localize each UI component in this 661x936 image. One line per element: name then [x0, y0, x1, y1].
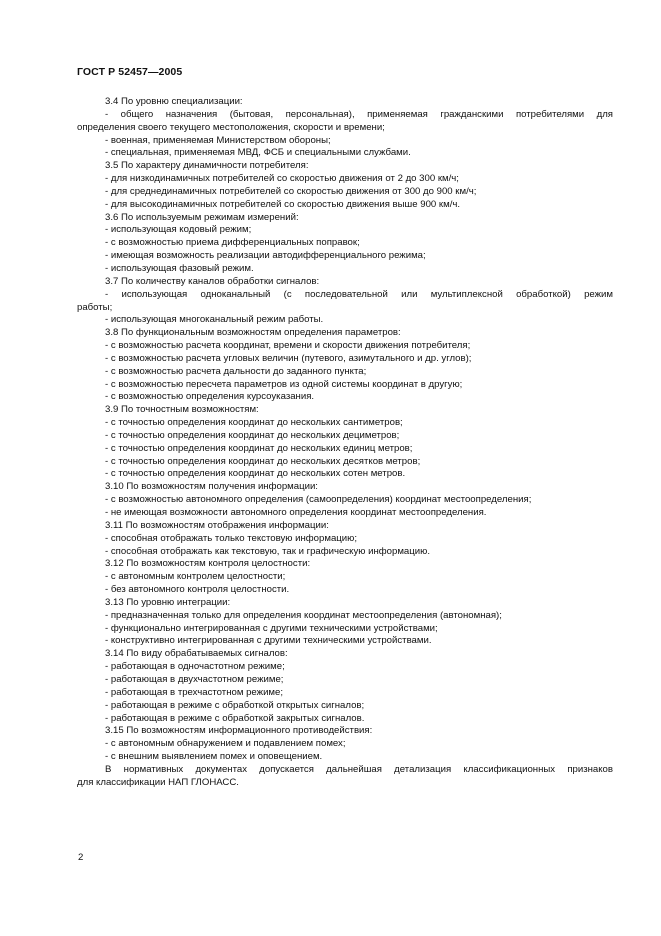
body-text — [77, 96, 613, 790]
text-line: - с точностью определения координат до нескольких дециметров; — [105, 429, 400, 441]
text-line: - работающая в трехчастотном режиме; — [105, 686, 284, 698]
text-line: 3.12 По возможностям контроля целостности: — [105, 558, 311, 570]
text-line: - общего назначения (бытовая, персональная), применяемая гражданскими потребителями для — [105, 108, 613, 120]
text-line: - военная, применяемая Министерством обороны; — [105, 134, 331, 146]
text-line: - специальная, применяемая МВД, ФСБ и специальными службами. — [105, 147, 411, 159]
text-line: - работающая в двухчастотном режиме; — [105, 673, 284, 685]
text-line: - с точностью определения координат до нескольких десятков метров; — [105, 455, 421, 467]
text-line: - с возможностью приема дифференциальных поправок; — [105, 237, 360, 249]
text-line: 3.8 По функциональным возможностям определения параметров: — [105, 327, 401, 339]
text-line: - с точностью определения координат до нескольких единиц метров; — [105, 442, 413, 454]
page-number: 2 — [78, 852, 84, 863]
text-line: В нормативных документах допускается дальнейшая детализация классификационных признаков — [105, 763, 613, 775]
text-line: - с возможностью определения курсоуказания. — [105, 391, 315, 403]
text-line: 3.14 По виду обрабатываемых сигналов: — [105, 648, 288, 660]
text-line: 3.10 По возможностям получения информации: — [105, 481, 318, 493]
text-line: - работающая в режиме с обработкой закрытых сигналов. — [105, 712, 365, 724]
text-line: - с внешним выявлением помех и оповещением. — [105, 751, 323, 763]
standard-title: ГОСТ Р 52457—2005 — [77, 66, 183, 78]
text-line: - работающая в одночастотном режиме; — [105, 661, 285, 673]
text-line: - с возможностью расчета дальности до заданного пункта; — [105, 365, 367, 377]
text-line: - с возможностью расчета координат, времени и скорости движения потребителя; — [105, 340, 471, 352]
text-line: - конструктивно интегрированная с другими техническими устройствами. — [105, 635, 432, 647]
text-line: 3.5 По характеру динамичности потребителя: — [105, 160, 309, 172]
text-line: - с возможностью автономного определения (самоопределения) координат местоопределения; — [105, 494, 532, 506]
text-line: - способная отображать только текстовую информацию; — [105, 532, 357, 544]
text-line: - с точностью определения координат до нескольких сотен метров. — [105, 468, 406, 480]
text-line: 3.6 По используемым режимам измерений: — [105, 211, 299, 223]
text-line: - с возможностью расчета угловых величин (путевого, азимутального и др. углов); — [105, 352, 472, 364]
text-line: - работающая в режиме с обработкой открытых сигналов; — [105, 699, 365, 711]
text-line: работы; — [77, 301, 113, 313]
text-line: определения своего текущего местоположения, скорости и времени; — [77, 121, 385, 133]
text-line: - с автономным обнаружением и подавлением помех; — [105, 738, 346, 750]
text-line: - с автономным контролем целостности; — [105, 571, 286, 583]
text-line: - использующая фазовый режим. — [105, 262, 254, 274]
text-line: - не имеющая возможности автономного определения координат местоопределения. — [105, 507, 487, 518]
text-line: 3.13 По уровню интеграции: — [105, 596, 231, 608]
text-line: - с точностью определения координат до нескольких сантиметров; — [105, 417, 403, 429]
text-line: - для низкодинамичных потребителей со скоростью движения от 2 до 300 км/ч; — [105, 173, 459, 185]
text-line: - использующая кодовый режим; — [105, 224, 252, 236]
text-line: - имеющая возможность реализации автодифференциального режима; — [105, 250, 426, 262]
text-line: 3.9 По точностным возможностям: — [105, 404, 259, 416]
text-line: - функционально интегрированная с другими техническими устройствами; — [105, 622, 438, 634]
text-line: - для среднединамичных потребителей со скоростью движения от 300 до 900 км/ч; — [105, 185, 477, 197]
text-line: 3.7 По количеству каналов обработки сигналов: — [105, 275, 320, 287]
text-line: 3.11 По возможностям отображения информации: — [105, 519, 329, 531]
text-line: для классификации НАП ГЛОНАСС. — [77, 776, 239, 788]
text-line: - для высокодинамичных потребителей со скоростью движения выше 900 км/ч. — [105, 198, 461, 210]
text-line: 3.15 По возможностям информационного противодействия: — [105, 725, 373, 737]
text-line: - способная отображать как текстовую, так и графическую информацию. — [105, 545, 430, 557]
text-line: 3.4 По уровню специализации: — [105, 96, 243, 107]
text-line: - с возможностью пересчета параметров из одной системы координат в другую; — [105, 378, 463, 390]
text-line: - использующая многоканальный режим работы. — [105, 314, 324, 326]
text-line: - без автономного контроля целостности. — [105, 584, 290, 596]
text-line: - предназначенная только для определения координат местоопределения (автономная); — [105, 609, 502, 621]
text-line: - использующая одноканальный (с последовательной или мультиплексной обработкой) режим — [105, 288, 613, 300]
